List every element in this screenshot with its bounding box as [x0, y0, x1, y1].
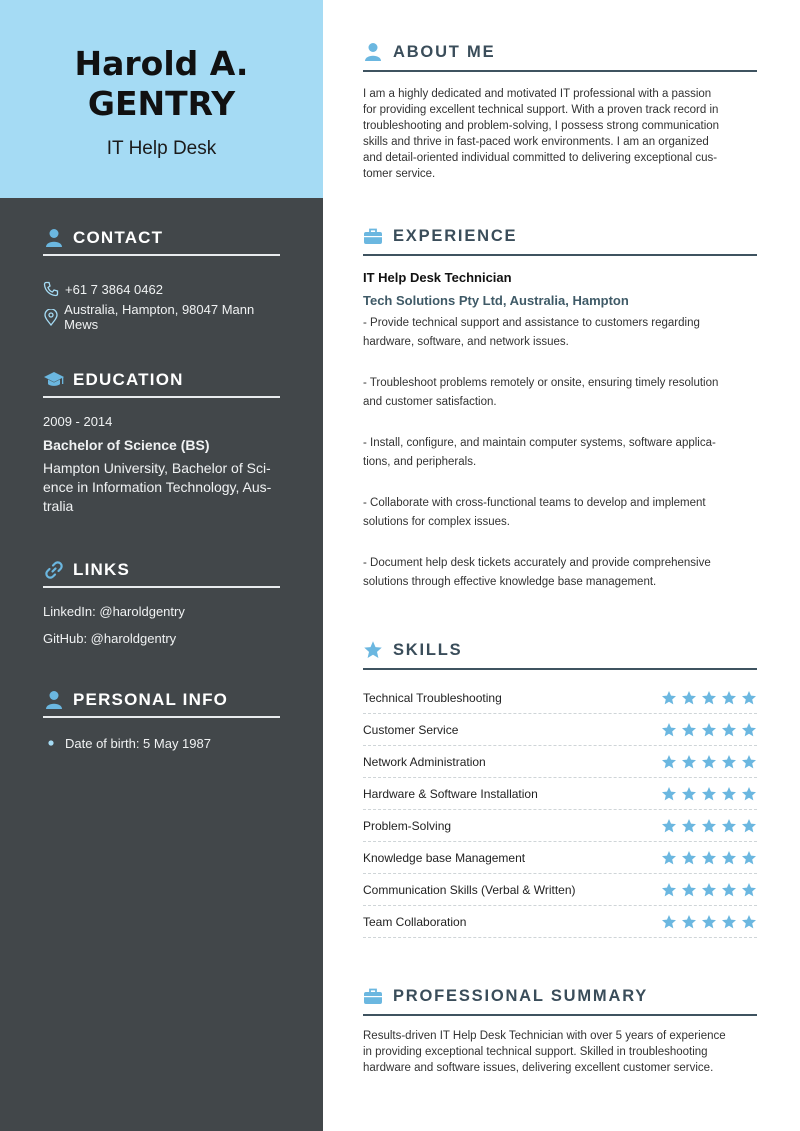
summary-section: [363, 982, 757, 1076]
star-icon: [701, 914, 717, 930]
star-icon: [661, 722, 677, 738]
star-icon: [721, 882, 737, 898]
star-icon: [681, 754, 697, 770]
education-line: tralia: [43, 498, 74, 514]
star-icon: [701, 882, 717, 898]
summary-line: in providing exceptional technical support. Skilled in troubleshooting: [363, 1046, 708, 1058]
phone-icon: [43, 281, 59, 297]
star-icon: [701, 690, 717, 706]
bullet-line: tions, and peripherals.: [363, 456, 477, 468]
experience-bullet: [363, 434, 757, 472]
star-icon: [681, 690, 697, 706]
skill-rating: [661, 850, 757, 866]
star-icon: [741, 850, 757, 866]
skill-row: [363, 778, 757, 810]
skill-rating: [661, 914, 757, 930]
briefcase-icon: [363, 986, 383, 1006]
link-icon: [43, 559, 65, 581]
star-icon: [661, 914, 677, 930]
summary-text: [363, 1028, 757, 1076]
about-section: [363, 38, 757, 182]
github-link[interactable]: GitHub: @haroldgentry: [43, 631, 177, 646]
bullet-dot-icon: [43, 735, 59, 751]
links-heading: [43, 558, 280, 588]
star-icon: [701, 786, 717, 802]
education-heading: [43, 368, 280, 398]
star-icon: [681, 786, 697, 802]
skills-list: [363, 682, 757, 938]
phone-text: +61 7 3864 0462: [65, 281, 163, 297]
skill-name: Problem-Solving: [363, 818, 452, 833]
skill-rating: [661, 882, 757, 898]
skills-title: SKILLS: [393, 640, 463, 659]
user-icon: [43, 689, 65, 711]
bullet-line: - Provide technical support and assistance to customers regarding: [363, 317, 700, 329]
star-icon: [741, 690, 757, 706]
star-icon: [661, 818, 677, 834]
experience-bullet: [363, 314, 757, 352]
about-text: [363, 86, 757, 182]
bullet-line: solutions for complex issues.: [363, 516, 511, 528]
star-icon: [661, 882, 677, 898]
job-company: Tech Solutions Pty Ltd, Australia, Hampton: [363, 293, 629, 308]
contact-heading: [43, 226, 280, 256]
about-line: tomer service.: [363, 168, 436, 180]
user-icon: [363, 42, 383, 62]
name-line-2: GENTRY: [87, 84, 236, 123]
star-icon: [661, 786, 677, 802]
about-line: for providing excellent technical support. With a proven track record in: [363, 104, 719, 116]
personal-info-heading: [43, 688, 280, 718]
star-icon: [701, 754, 717, 770]
bullet-line: and customer satisfaction.: [363, 396, 497, 408]
about-line: skills and thrive in fast-paced work environments. I am an organized: [363, 136, 709, 148]
education-years: 2009 - 2014: [43, 414, 113, 429]
personal-info-section: [43, 688, 280, 750]
star-icon: [721, 786, 737, 802]
skill-rating: [661, 722, 757, 738]
star-icon: [661, 690, 677, 706]
star-icon: [681, 882, 697, 898]
about-heading: [363, 38, 757, 72]
star-icon: [661, 754, 677, 770]
job-title: IT Help Desk Technician: [363, 270, 512, 285]
education-title: EDUCATION: [73, 370, 184, 389]
links-title: LINKS: [73, 560, 130, 579]
skill-name: Hardware & Software Installation: [363, 786, 538, 801]
summary-line: Results-driven IT Help Desk Technician with over 5 years of experience: [363, 1030, 726, 1042]
skill-row: [363, 874, 757, 906]
skill-name: Team Collaboration: [363, 914, 467, 929]
star-icon: [681, 850, 697, 866]
bullet-line: - Troubleshoot problems remotely or onsite, ensuring timely resolution: [363, 377, 719, 389]
star-icon: [701, 850, 717, 866]
star-icon: [721, 914, 737, 930]
briefcase-icon: [363, 226, 383, 246]
star-icon: [661, 850, 677, 866]
education-line: Hampton University, Bachelor of Sci-: [43, 460, 271, 476]
skill-rating: [661, 818, 757, 834]
links-section: [43, 558, 280, 646]
graduation-cap-icon: [43, 369, 65, 391]
star-icon: [701, 722, 717, 738]
education-section: [43, 368, 280, 516]
dob-item: [43, 736, 280, 750]
star-icon: [741, 786, 757, 802]
contact-phone: [43, 282, 280, 296]
star-icon: [741, 914, 757, 930]
star-icon: [701, 818, 717, 834]
skill-name: Technical Troubleshooting: [363, 690, 502, 705]
job-role: IT Help Desk: [106, 138, 217, 159]
contact-section: [43, 226, 280, 332]
about-title: ABOUT ME: [393, 42, 496, 61]
star-icon: [363, 640, 383, 660]
skill-name: Customer Service: [363, 722, 459, 737]
education-degree: Bachelor of Science (BS): [43, 437, 210, 453]
skill-rating: [661, 786, 757, 802]
star-icon: [721, 818, 737, 834]
about-line: and detail-oriented individual committed to delivering exceptional cus-: [363, 152, 718, 164]
star-icon: [741, 754, 757, 770]
experience-section: [363, 222, 757, 592]
dob-text: Date of birth: 5 May 1987: [65, 735, 211, 751]
education-description: [43, 459, 280, 516]
skill-name: Knowledge base Management: [363, 850, 526, 865]
name-line-1: Harold A.: [74, 44, 249, 83]
star-icon: [741, 882, 757, 898]
skill-row: [363, 714, 757, 746]
about-line: I am a highly dedicated and motivated IT professional with a passion: [363, 88, 712, 100]
skill-row: [363, 810, 757, 842]
bullet-line: solutions through effective knowledge base management.: [363, 576, 657, 588]
skill-row: [363, 842, 757, 874]
experience-bullets: [363, 314, 757, 592]
star-icon: [681, 818, 697, 834]
summary-line: hardware and software issues, delivering excellent customer service.: [363, 1062, 714, 1074]
bullet-line: - Document help desk tickets accurately and provide comprehensive: [363, 557, 711, 569]
skill-name: Network Administration: [363, 754, 486, 769]
education-line: ence in Information Technology, Aus-: [43, 479, 272, 495]
summary-title: PROFESSIONAL SUMMARY: [393, 986, 649, 1005]
skill-row: [363, 906, 757, 938]
skills-heading: [363, 636, 757, 670]
bullet-line: - Install, configure, and maintain computer systems, software applica-: [363, 437, 716, 449]
star-icon: [681, 722, 697, 738]
skill-rating: [661, 754, 757, 770]
star-icon: [681, 914, 697, 930]
star-icon: [721, 754, 737, 770]
bullet-line: - Collaborate with cross-functional teams to develop and implement: [363, 497, 706, 509]
star-icon: [721, 850, 737, 866]
experience-bullet: [363, 494, 757, 532]
summary-heading: [363, 982, 757, 1016]
bullet-line: hardware, software, and network issues.: [363, 336, 569, 348]
about-line: troubleshooting and problem-solving, I possess strong communication: [363, 120, 720, 132]
skills-section: [363, 636, 757, 938]
user-icon: [43, 227, 65, 249]
skill-row: [363, 746, 757, 778]
experience-heading: [363, 222, 757, 256]
name-header: [0, 0, 323, 198]
star-icon: [741, 818, 757, 834]
contact-address: [43, 302, 280, 332]
experience-title: EXPERIENCE: [393, 226, 518, 245]
address-text: Australia, Hampton, 98047 Mann Mews: [64, 302, 255, 332]
location-pin-icon: [43, 309, 58, 325]
star-icon: [721, 722, 737, 738]
star-icon: [741, 722, 757, 738]
contact-title: CONTACT: [73, 228, 164, 247]
skill-name: Communication Skills (Verbal & Written): [363, 882, 576, 897]
sidebar: [0, 0, 323, 1131]
personal-info-title: PERSONAL INFO: [73, 690, 229, 709]
experience-bullet: [363, 554, 757, 592]
star-icon: [721, 690, 737, 706]
skill-row: [363, 682, 757, 714]
linkedin-link[interactable]: LinkedIn: @haroldgentry: [43, 604, 185, 619]
experience-bullet: [363, 374, 757, 412]
skill-rating: [661, 690, 757, 706]
